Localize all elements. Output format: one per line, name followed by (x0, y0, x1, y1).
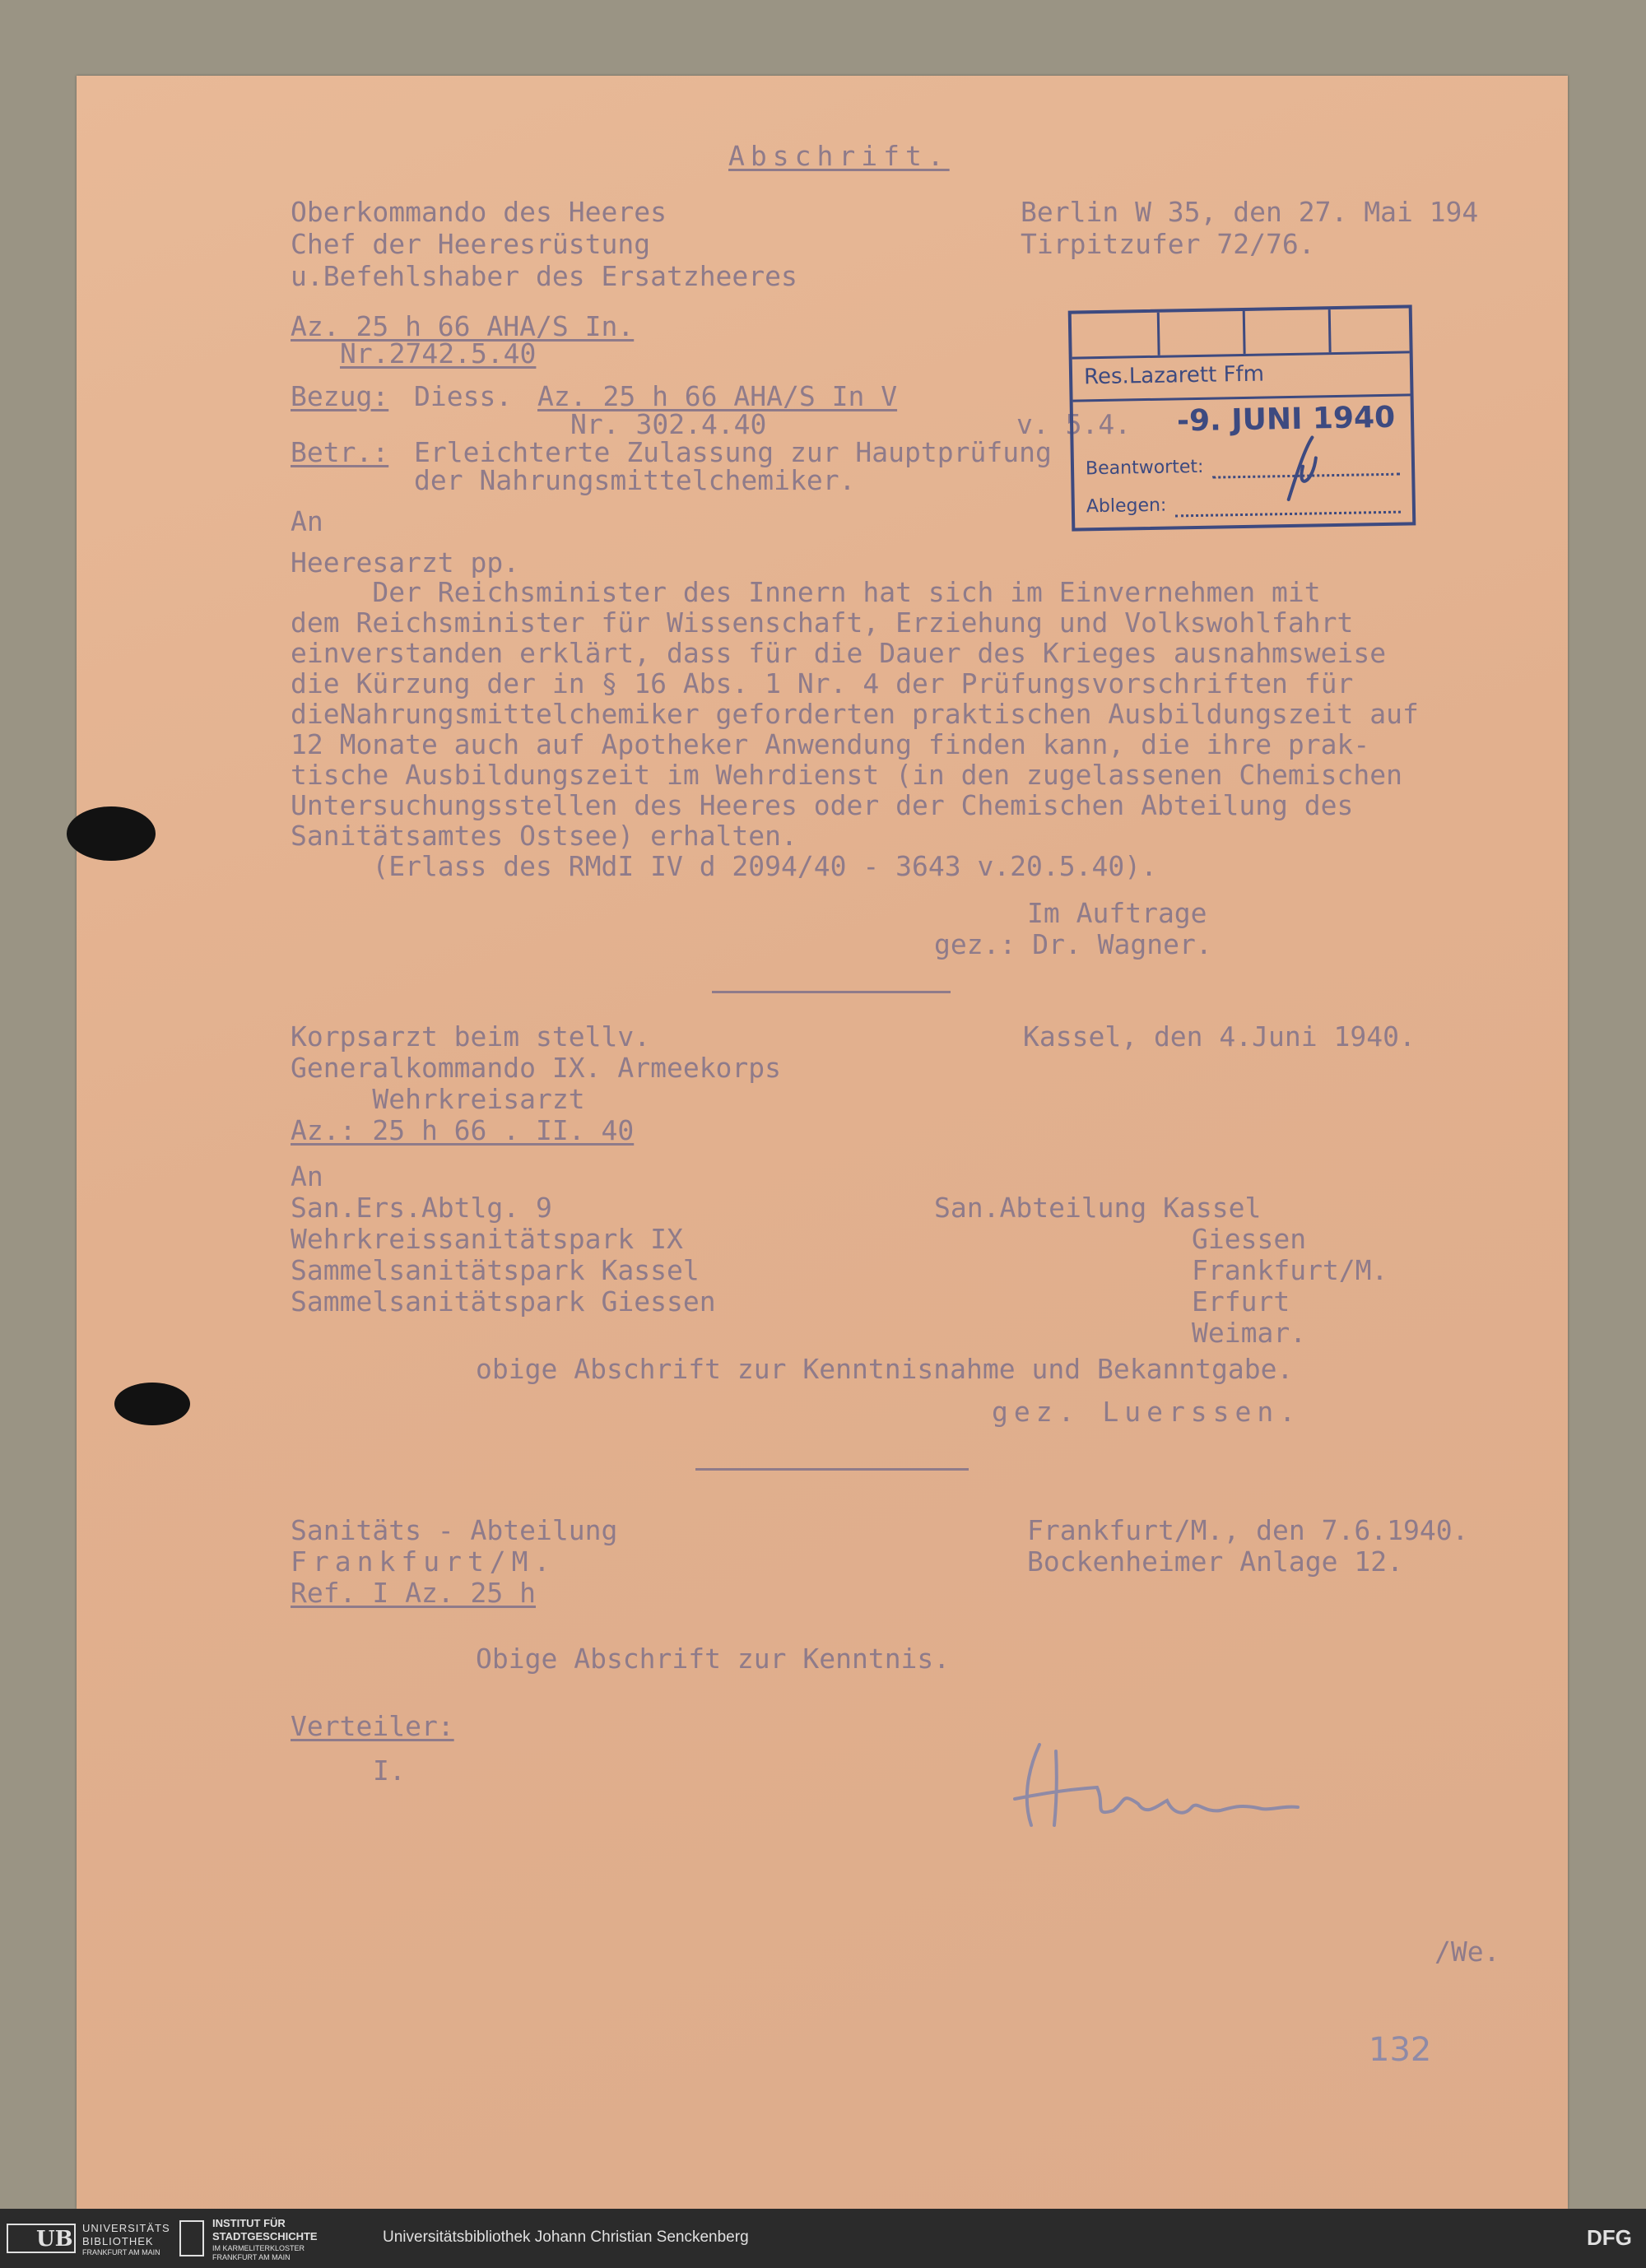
verteiler-item: I. (373, 1754, 406, 1787)
body-line: dieNahrungsmittelchemiker geforderten praktischen Ausbildungszeit auf (291, 698, 1419, 730)
stamp-pencil-mark (1262, 433, 1330, 508)
pencil-stroke (1287, 437, 1316, 500)
stamp-unit: Res.Lazarett Ffm (1083, 361, 1265, 390)
an-label: An (291, 1160, 323, 1192)
body-line: 12 Monate auch auf Apotheker Anwendung finden kann, die ihre prak- (291, 728, 1370, 760)
header-left-line: Oberkommando des Heeres (291, 196, 667, 228)
stamp-header-row (1072, 308, 1410, 359)
sender-line: Frankfurt/M. (291, 1545, 556, 1578)
stamp-ablegen-label: Ablegen: (1086, 495, 1167, 518)
distribution-item: Giessen (1192, 1223, 1307, 1255)
sender-line: Sanitäts - Abteilung (291, 1514, 618, 1546)
stamp-beantwortet-label: Beantwortet: (1085, 456, 1204, 480)
stamp-column-divider (1243, 311, 1246, 354)
body-line: einverstanden erklärt, dass für die Dauer des Krieges ausnahmsweise (291, 637, 1387, 669)
handwritten-signature (982, 1735, 1327, 1850)
distribution-item: Sammelsanitätspark Kassel (291, 1254, 700, 1286)
sender-line: Generalkommando IX. Armeekorps (291, 1052, 782, 1084)
body-line: tische Ausbildungszeit im Wehrdienst (in den zugelassenen Chemischen (291, 759, 1403, 791)
bezug-date: v. 5.4. (1016, 408, 1132, 440)
verteiler-label: Verteiler: (291, 1710, 454, 1742)
received-stamp (1068, 304, 1416, 531)
signature-line: gez. Luerssen. (992, 1396, 1302, 1428)
place-date: Frankfurt/M., den 7.6.1940. (1027, 1514, 1469, 1546)
note-line: obige Abschrift zur Kenntnisnahme und Bekanntgabe. (476, 1353, 1294, 1385)
reference-number: Nr.2742.5.40 (340, 337, 537, 369)
ub-name-line: BIBLIOTHEK (82, 2235, 154, 2247)
reference-az: Az. 25 h 66 AHA/S In. (291, 310, 635, 342)
place-date: Kassel, den 4.Juni 1940. (1023, 1020, 1416, 1053)
header-left-line: u.Befehlshaber des Ersatzheeres (291, 260, 797, 292)
isg-name-line: STADTGESCHICHTE (212, 2230, 318, 2242)
punch-hole-bottom (114, 1383, 190, 1425)
distribution-item: Wehrkreissanitätspark IX (291, 1223, 683, 1255)
isg-logo (179, 2220, 204, 2256)
body-line: Der Reichsminister des Innern hat sich im Einvernehmen mit (291, 576, 1321, 608)
stamp-column-divider (1328, 309, 1332, 352)
signature-stroke (1015, 1745, 1298, 1825)
separator-rule (695, 1468, 969, 1471)
body-line: Sanitätsamtes Ostsee) erhalten. (291, 820, 797, 852)
betr-line: der Nahrungsmittelchemiker. (414, 464, 856, 496)
isg-name-line: IM KARMELITERKLOSTER (212, 2244, 305, 2252)
signature-line: gez.: Dr. Wagner. (934, 928, 1212, 960)
separator-rule (712, 991, 951, 993)
document-title: Abschrift. (728, 140, 950, 172)
ub-name-line: UNIVERSITÄTS (82, 2222, 170, 2234)
an-label: An (291, 505, 323, 537)
place-date: Bockenheimer Anlage 12. (1027, 1545, 1403, 1578)
sender-line: Wehrkreisarzt (291, 1083, 585, 1115)
stamp-date: -9. JUNI 1940 (1176, 400, 1396, 439)
bezug-number: Nr. 302.4.40 (570, 408, 767, 440)
ub-name-line: FRANKFURT AM MAIN (82, 2248, 160, 2256)
initials-mark: /We. (1434, 1936, 1500, 1968)
betr-label: Betr.: (291, 436, 389, 468)
footer-bar (0, 2209, 1646, 2268)
reference-az: Az.: 25 h 66 . II. 40 (291, 1114, 635, 1146)
recipient: Heeresarzt pp. (291, 546, 520, 579)
distribution-item: San.Ers.Abtlg. 9 (291, 1192, 552, 1224)
ub-logo-text: UB (36, 2227, 73, 2252)
stamp-ablegen-line (1175, 511, 1401, 518)
header-left-line: Chef der Heeresrüstung (291, 228, 651, 260)
punch-hole-top (67, 806, 156, 861)
signature-line: Im Auftrage (1027, 897, 1207, 929)
isg-name-line: FRANKFURT AM MAIN (212, 2253, 291, 2261)
sender-line: Korpsarzt beim stellv. (291, 1020, 651, 1053)
header-right-line: Berlin W 35, den 27. Mai 194 (1021, 196, 1479, 228)
body-line: die Kürzung der in § 16 Abs. 1 Nr. 4 der Prüfungsvorschriften für (291, 667, 1354, 699)
distribution-item: Frankfurt/M. (1192, 1254, 1388, 1286)
reference-az: Ref. I Az. 25 h (291, 1577, 537, 1609)
note-line: Obige Abschrift zur Kenntnis. (476, 1643, 951, 1675)
dfg-logo: DFG (1587, 2225, 1632, 2250)
betr-line: Erleichterte Zulassung zur Hauptprüfung (414, 436, 1052, 468)
distribution-item: San.Abteilung Kassel (934, 1192, 1262, 1224)
isg-name-line: INSTITUT FÜR (212, 2217, 286, 2229)
bezug-text: Diess. (414, 380, 529, 412)
bezug-az: Az. 25 h 66 AHA/S In V (537, 380, 898, 412)
page-number: 132 (1369, 2031, 1432, 2069)
distribution-item: Weimar. (1192, 1317, 1307, 1349)
body-line: Untersuchungsstellen des Heeres oder der Chemischen Abteilung des (291, 789, 1354, 821)
library-name: Universitätsbibliothek Johann Christian Senckenberg (383, 2228, 749, 2246)
header-right-line: Tirpitzufer 72/76. (1021, 228, 1315, 260)
ub-logo (7, 2224, 76, 2253)
body-line: dem Reichsminister für Wissenschaft, Erziehung und Volkswohlfahrt (291, 607, 1354, 639)
distribution-item: Erfurt (1192, 1285, 1290, 1318)
stamp-column-divider (1157, 313, 1160, 356)
body-line: (Erlass des RMdI IV d 2094/40 - 3643 v.20.5.40). (291, 850, 1157, 882)
distribution-item: Sammelsanitätspark Giessen (291, 1285, 716, 1318)
bezug-label: Bezug: (291, 380, 389, 412)
